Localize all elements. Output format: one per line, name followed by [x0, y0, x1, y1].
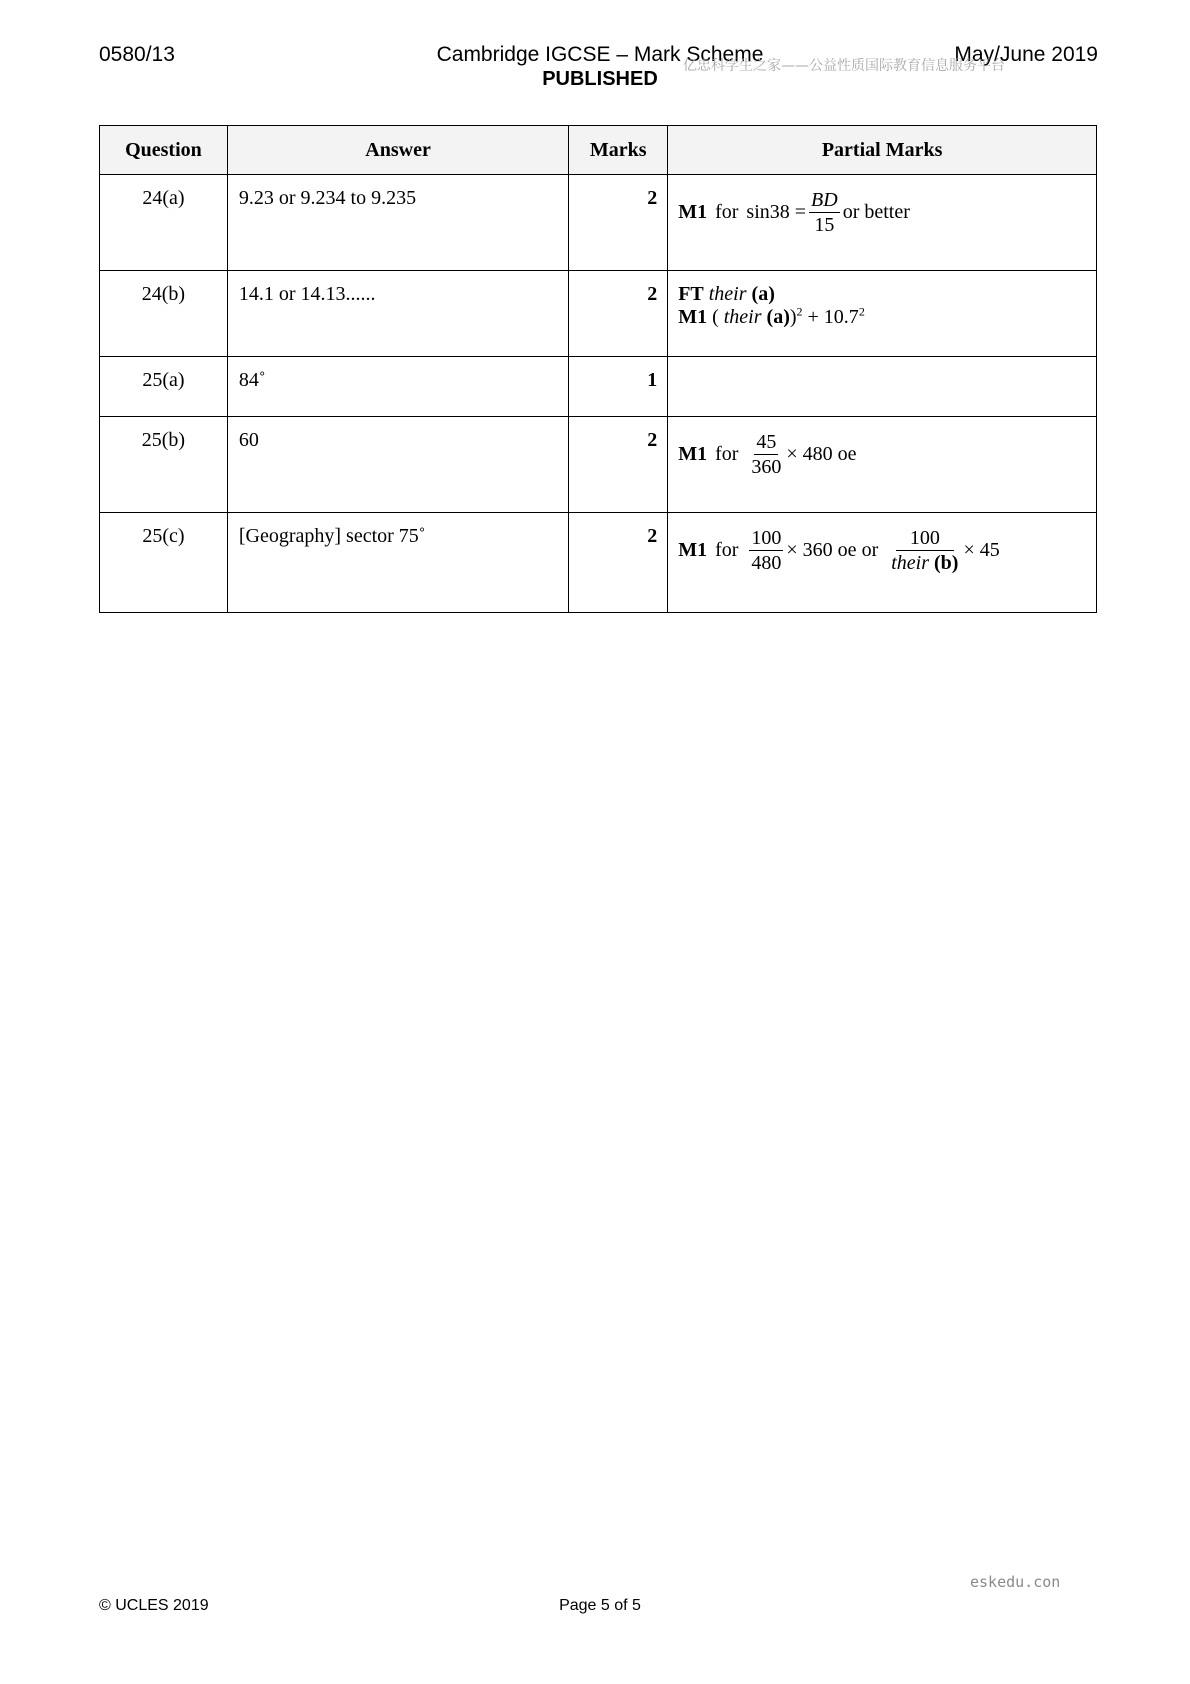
- question-number: 25(b): [100, 417, 228, 513]
- their-text: their: [891, 552, 930, 574]
- denominator: [889, 551, 960, 574]
- fraction: [809, 189, 840, 236]
- numerator: 45: [756, 431, 777, 453]
- header-answer: Answer: [227, 126, 568, 175]
- open-paren: (: [712, 306, 719, 328]
- exam-session: May/June 2019: [954, 43, 1098, 66]
- for-text: for: [715, 201, 739, 223]
- table-row: [100, 271, 1097, 357]
- page-number: Page 5 of 5: [559, 1597, 641, 1614]
- numerator: BD: [811, 189, 838, 211]
- for-text: for: [715, 539, 739, 561]
- marks-cell: 2: [569, 271, 668, 357]
- published-label: PUBLISHED: [542, 68, 658, 90]
- fraction: [889, 527, 960, 574]
- ft-label: FT: [678, 283, 704, 305]
- exponent: 2: [796, 304, 803, 319]
- multiplier-text: × 480 oe: [786, 443, 857, 465]
- follow-through-line: [678, 283, 1086, 306]
- denominator: 360: [751, 456, 782, 478]
- table-header-row: [100, 126, 1097, 175]
- plus-term: + 10.7: [807, 306, 859, 328]
- header-marks: Marks: [569, 126, 668, 175]
- marks-cell: 2: [569, 175, 668, 271]
- close-paren: ): [789, 306, 797, 328]
- method-line: [678, 306, 1086, 329]
- qualifier-text: or better: [842, 201, 910, 223]
- watermark-text: 亿忠科学生之家——公益性质国际教育信息服务平台: [683, 58, 1005, 74]
- partial-marks-cell: [668, 271, 1097, 357]
- method-mark: M1: [678, 306, 708, 328]
- for-text: for: [715, 443, 739, 465]
- table-row: [100, 357, 1097, 417]
- answer-cell: 14.1 or 14.13......: [227, 271, 568, 357]
- question-number: 25(a): [100, 357, 228, 417]
- fraction: [749, 431, 783, 478]
- fraction: [749, 527, 783, 574]
- partial-marks-cell: [668, 175, 1097, 271]
- exponent: 2: [858, 304, 865, 319]
- partial-marks-cell: [668, 513, 1097, 613]
- answer-cell: [Geography] sector 75˚: [227, 513, 568, 613]
- marks-cell: 2: [569, 513, 668, 613]
- table-row: [100, 513, 1097, 613]
- part-ref: (a): [751, 283, 775, 305]
- denominator: 480: [751, 552, 782, 574]
- site-watermark: eskedu.con: [970, 1573, 1061, 1591]
- document-title: Cambridge IGCSE – Mark Scheme: [436, 43, 764, 66]
- answer-cell: 84˚: [227, 357, 568, 417]
- numerator: 100: [751, 527, 782, 549]
- mark-scheme-table: [99, 125, 1097, 613]
- header-question: Question: [100, 126, 228, 175]
- their-text: their: [723, 306, 762, 328]
- part-ref: (b): [934, 552, 959, 574]
- multiplier-text: × 360 oe or: [786, 539, 879, 561]
- answer-cell: 9.23 or 9.234 to 9.235: [227, 175, 568, 271]
- marks-cell: 2: [569, 417, 668, 513]
- method-mark: M1: [678, 539, 708, 561]
- part-ref: (a): [766, 306, 790, 328]
- equation-lhs: sin38 =: [746, 201, 807, 223]
- paper-code: 0580/13: [99, 43, 175, 66]
- question-number: 24(a): [100, 175, 228, 271]
- question-number: 25(c): [100, 513, 228, 613]
- denominator: 15: [814, 214, 835, 236]
- partial-marks-cell: [668, 417, 1097, 513]
- answer-cell: 60: [227, 417, 568, 513]
- numerator: 100: [896, 527, 954, 551]
- marks-cell: 1: [569, 357, 668, 417]
- method-mark: M1: [678, 201, 708, 223]
- partial-marks-cell: [668, 357, 1097, 417]
- method-mark: M1: [678, 443, 708, 465]
- question-number: 24(b): [100, 271, 228, 357]
- their-text: their: [708, 283, 747, 305]
- header-partial-marks: Partial Marks: [668, 126, 1097, 175]
- table-row: [100, 175, 1097, 271]
- copyright-notice: © UCLES 2019: [99, 1597, 209, 1614]
- table-row: [100, 417, 1097, 513]
- multiplier-text: × 45: [963, 539, 1000, 561]
